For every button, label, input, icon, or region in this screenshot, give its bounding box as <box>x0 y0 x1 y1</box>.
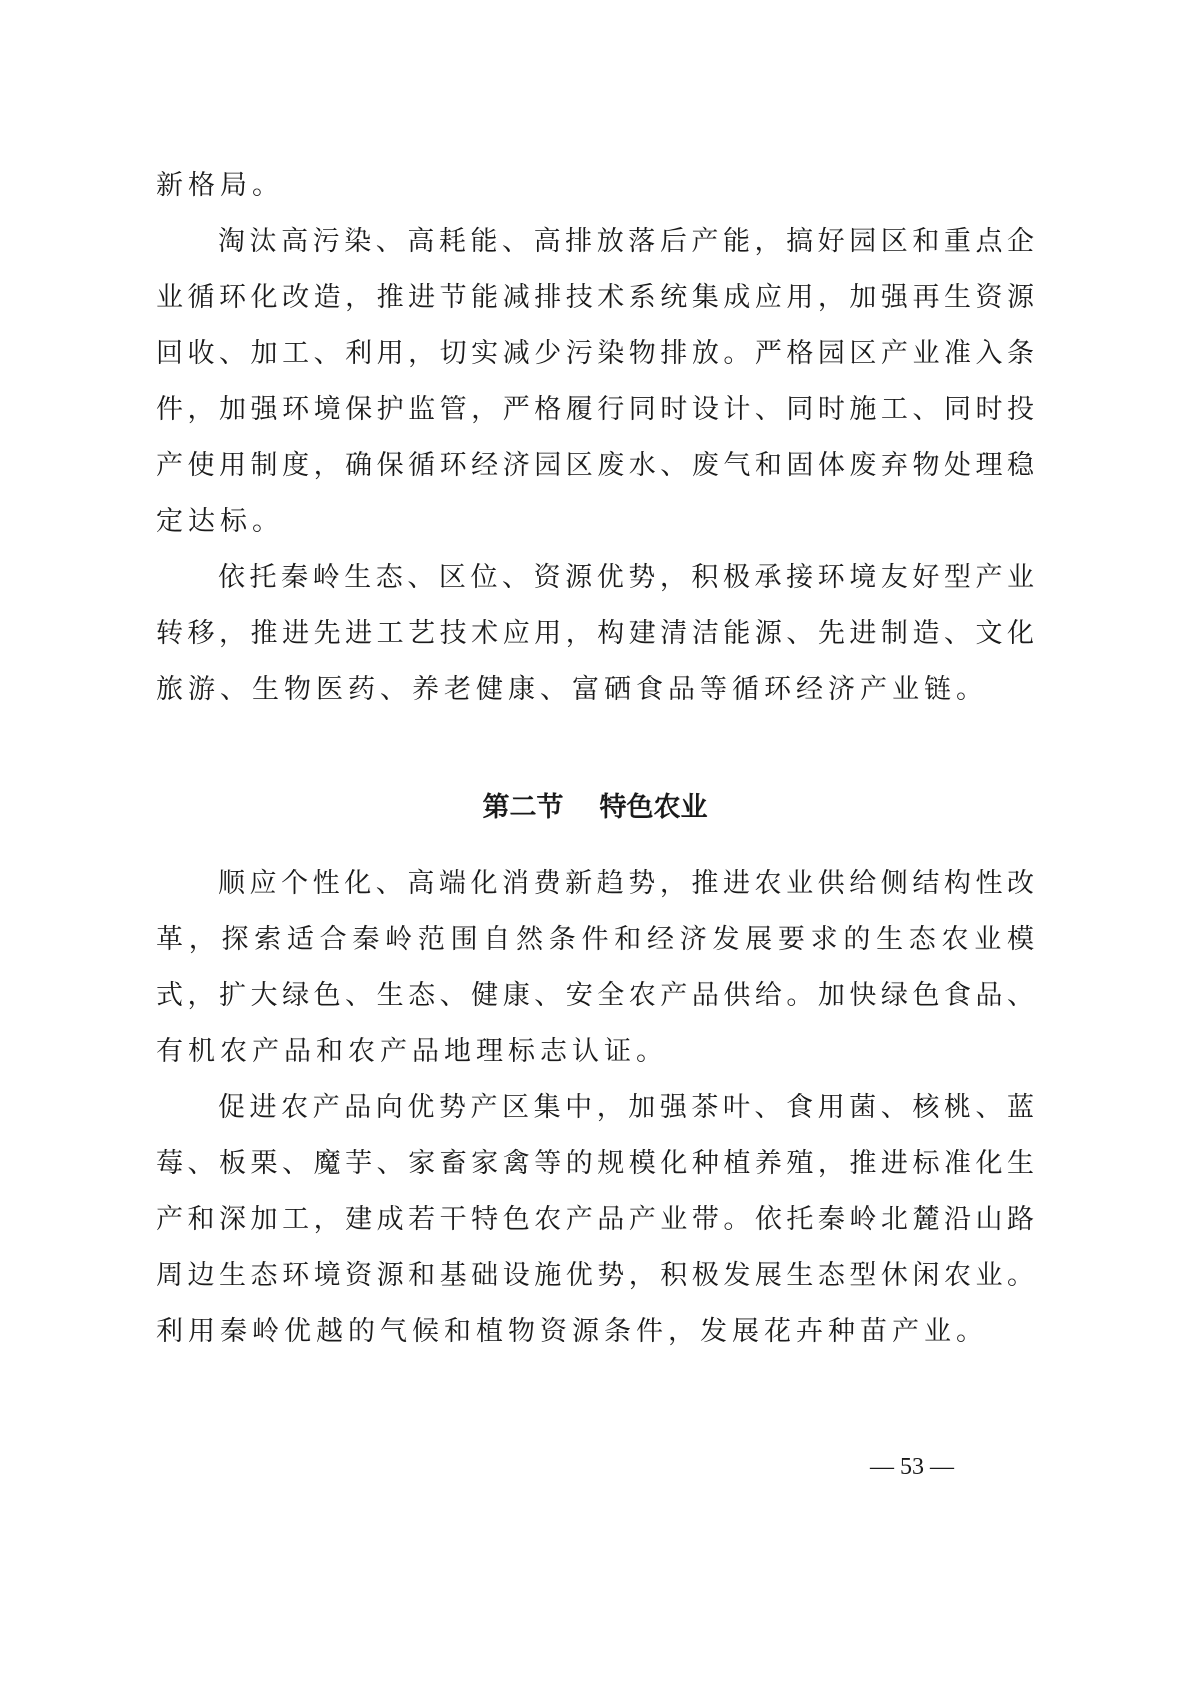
paragraph-line: 莓、板栗、魔芋、家畜家禽等的规模化种植养殖，推进标准化生 <box>156 1148 1034 1179</box>
paragraph-line: 产和深加工，建成若干特色农产品产业带。依托秦岭北麓沿山路 <box>156 1204 1034 1235</box>
paragraph-line: 业循环化改造，推进节能减排技术系统集成应用，加强再生资源 <box>156 282 1034 313</box>
paragraph-line: 定达标。 <box>156 506 284 537</box>
paragraph-line: 革，探索适合秦岭范围自然条件和经济发展要求的生态农业模 <box>156 924 1034 955</box>
section-number: 第二节 <box>482 792 564 823</box>
paragraph-line: 顺应个性化、高端化消费新趋势，推进农业供给侧结构性改 <box>218 868 1034 899</box>
paragraph-line: 式，扩大绿色、生态、健康、安全农产品供给。加快绿色食品、 <box>156 980 1034 1011</box>
paragraph-line: 利用秦岭优越的气候和植物资源条件，发展花卉种苗产业。 <box>156 1316 988 1347</box>
section-title: 特色农业 <box>599 792 708 823</box>
paragraph-line: 产使用制度，确保循环经济园区废水、废气和固体废弃物处理稳 <box>156 450 1034 481</box>
paragraph-line: 依托秦岭生态、区位、资源优势，积极承接环境友好型产业 <box>218 562 1034 593</box>
paragraph-line: 新格局。 <box>156 170 284 201</box>
paragraph-line: 件，加强环境保护监管，严格履行同时设计、同时施工、同时投 <box>156 394 1034 425</box>
paragraph-line: 回收、加工、利用，切实减少污染物排放。严格园区产业准入条 <box>156 338 1034 369</box>
paragraph-line: 旅游、生物医药、养老健康、富硒食品等循环经济产业链。 <box>156 674 988 705</box>
paragraph-line: 有机农产品和农产品地理标志认证。 <box>156 1036 668 1067</box>
paragraph-line: 淘汰高污染、高耗能、高排放落后产能，搞好园区和重点企 <box>218 226 1034 257</box>
page-number: — 53 — <box>870 1454 954 1480</box>
paragraph-line: 转移，推进先进工艺技术应用，构建清洁能源、先进制造、文化 <box>156 618 1034 649</box>
paragraph-line: 周边生态环境资源和基础设施优势，积极发展生态型休闲农业。 <box>156 1260 1034 1291</box>
section-heading <box>156 790 1034 826</box>
paragraph-line: 促进农产品向优势产区集中，加强茶叶、食用菌、核桃、蓝 <box>218 1092 1034 1123</box>
